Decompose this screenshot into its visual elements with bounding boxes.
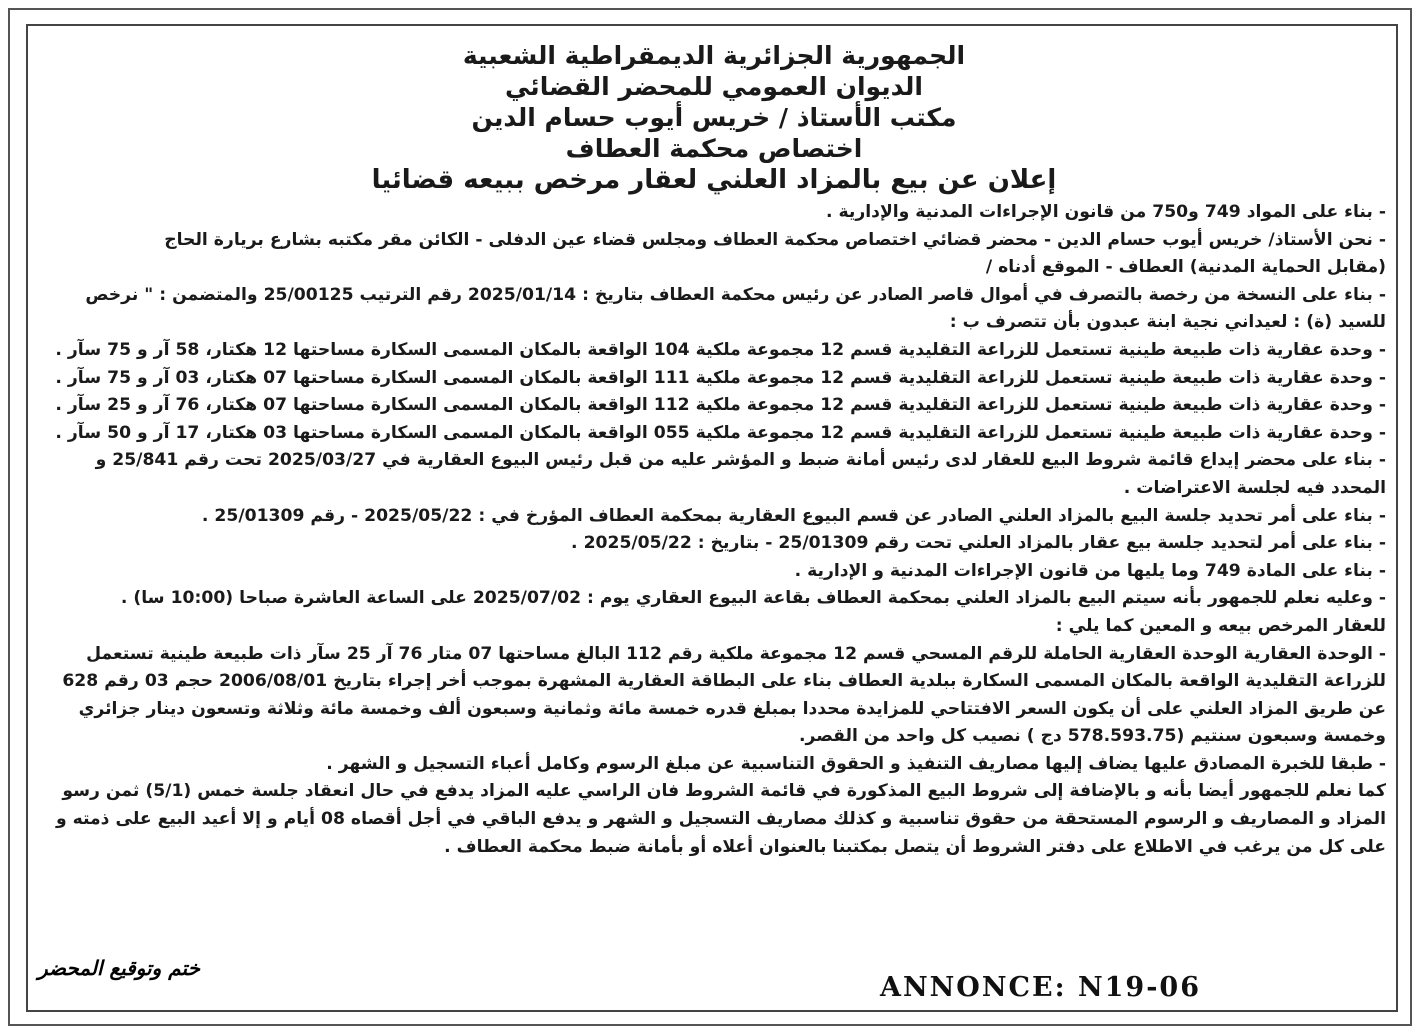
body-line: عن طريق المزاد العلني على أن يكون السعر الافتتاحي للمزايدة محددا بمبلغ قدره خمسة مائة وثمانية وسبعون ألف وخمسة مائة وثلاثة وتسعون دينار جزائري <box>78 698 1386 719</box>
body-line: - نحن الأستاذ/ خريس أيوب حسام الدين - محضر قضائي اختصاص محكمة العطاف ومجلس قضاء عين الدفلى - الكائن مقر مكتبه بشارع بريارة الحاج <box>164 229 1386 250</box>
body-line: - وحدة عقارية ذات طبيعة طينية تستعمل للزراعة التقليدية قسم 12 مجموعة ملكية 112 الواقعة بالمكان المسمى السكارة مساحتها 07 هكتار، 76 آر و 25 سآر . <box>55 395 1386 416</box>
body-line: - بناء على المادة 749 وما يليها من قانون الإجراءات المدنية و الإدارية . <box>794 560 1386 581</box>
body-line: للزراعة التقليدية الواقعة بالمكان المسمى السكارة ببلدية العطاف بناء على البطاقة العقارية المشهرة بموجب أخر إجراء بتاريخ 2006/08/01 حجم 03 رقم 628 <box>62 671 1386 692</box>
republic-name: الجمهورية الجزائرية الديمقراطية الشعبية <box>462 41 966 70</box>
body-line: - بناء على أمر لتحديد جلسة بيع عقار بالمزاد العلني تحت رقم 25/01309 - بتاريخ : 2025/05/22 . <box>571 533 1386 554</box>
announcement-title: إعلان عن بيع بالمزاد العلني لعقار مرخص ببيعه قضائيا <box>371 165 1057 195</box>
body-line: للسيد (ة) : لعيداني نجية ابنة عبدون بأن تتصرف ب : <box>949 312 1386 333</box>
announcement-body <box>36 199 1392 861</box>
bailiff-office: مكتب الأستاذ / خريس أيوب حسام الدين <box>471 103 957 132</box>
office-name: الديوان العمومي للمحضر القضائي <box>505 72 923 101</box>
body-line: - بناء على محضر إيداع قائمة شروط البيع للعقار لدى رئيس أمانة ضبط و المؤشر عليه من قبل رئيس البيوع العقارية في 2025/03/27 تحت رقم 25/841 و <box>95 450 1386 471</box>
body-line: وخمسة وسبعون سنتيم (578.593.75 دج ) نصيب كل واحد من القصر. <box>799 726 1386 747</box>
body-line: - وحدة عقارية ذات طبيعة طينية تستعمل للزراعة التقليدية قسم 12 مجموعة ملكية 104 الواقعة بالمكان المسمى السكارة مساحتها 12 هكتار، 58 آر و 75 سآر . <box>55 339 1386 360</box>
body-line: - وحدة عقارية ذات طبيعة طينية تستعمل للزراعة التقليدية قسم 12 مجموعة ملكية 055 الواقعة بالمكان المسمى السكارة مساحتها 03 هكتار، 17 آر و 50 سآر . <box>55 422 1386 443</box>
body-line: على كل من يرغب في الاطلاع على دفتر الشروط أن يتصل بمكتبنا بالعنوان أعلاه أو بأمانة ضبط محكمة العطاف . <box>444 836 1386 857</box>
body-line: كما نعلم للجمهور أيضا بأنه و بالإضافة إلى شروط البيع المذكورة في قائمة الشروط فان الراسي عليه المزاد يدفع في حال انعقاد جلسة خمس (5/1) ثمن رسو <box>62 781 1386 802</box>
body-line: - بناء على النسخة من رخصة بالتصرف في أموال قاصر الصادر عن رئيس محكمة العطاف بتاريخ : 2025/01/14 رقم الترتيب 25/00125 والمتضمن : " نرخص <box>85 284 1386 305</box>
body-line: (مقابل الحماية المدنية) العطاف - الموقع أدناه / <box>985 257 1386 278</box>
body-line: المزاد و المصاريف و الرسوم المستحقة من حقوق تناسبية و كذلك مصاريف التسجيل و الشهر و يدفع الباقي في أجل أقصاه 08 أيام و إلا أعيد البيع على ذمته و <box>55 809 1386 830</box>
announcement-header <box>36 40 1392 197</box>
body-line: - بناء على أمر تحديد جلسة البيع بالمزاد العلني الصادر عن قسم البيوع العقارية بمحكمة العطاف المؤرخ في : 2025/05/22 - رقم 25/01309 . <box>201 505 1386 526</box>
body-line: المحدد فيه لجلسة الاعتراضات . <box>1123 477 1386 498</box>
body-line: للعقار المرخص بيعه و المعين كما يلي : <box>1055 615 1386 636</box>
court-jurisdiction: اختصاص محكمة العطاف <box>565 134 863 163</box>
body-line: - الوحدة العقارية الوحدة العقارية الحاملة للرقم المسحي قسم 12 مجموعة ملكية رقم 112 البالغ مساحتها 07 متار 76 آر 25 سآر ذات طبيعة طينية تستعمل <box>86 643 1386 664</box>
announcement-page <box>36 40 1392 1000</box>
body-line: - طبقا للخبرة المصادق عليها يضاف إليها مصاريف التنفيذ و الحقوق التناسبية عن مبلغ الرسوم وكامل أعباء التسجيل و الشهر . <box>326 753 1386 774</box>
body-line: - وعليه نعلم للجمهور بأنه سيتم البيع بالمزاد العلني بمحكمة العطاف بقاعة البيوع العقاري يوم : 2025/07/02 على الساعة العاشرة صباحا (10:00 سا) . <box>120 588 1386 609</box>
body-line: - بناء على المواد 749 و750 من قانون الإجراءات المدنية والإدارية . <box>825 202 1386 222</box>
signature-label: ختم وتوقيع المحضر <box>38 956 200 980</box>
body-line: - وحدة عقارية ذات طبيعة طينية تستعمل للزراعة التقليدية قسم 12 مجموعة ملكية 111 الواقعة بالمكان المسمى السكارة مساحتها 07 هكتار، 03 آر و 75 سآر . <box>55 367 1386 388</box>
annonce-number: ANNONCE: N19-06 <box>880 972 1201 1003</box>
